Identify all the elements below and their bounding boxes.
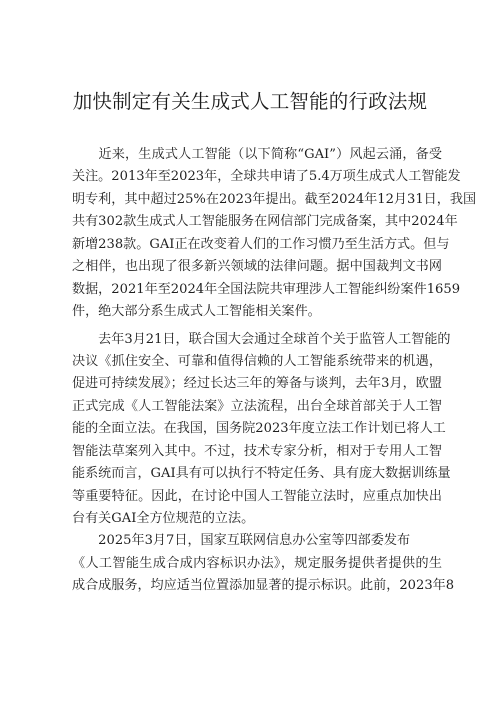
text-line: 决议《抓住安全、可靠和值得信赖的人工智能系统带来的机遇，	[72, 353, 442, 369]
text-line: 去年3月21日，联合国大会通过全球首个关于监管人工智能的	[72, 331, 451, 347]
paragraph-1	[72, 144, 477, 324]
text-line: 成合成服务，均应适当位置添加显著的提示标识。此前，2023年8	[72, 578, 455, 594]
document-body	[72, 144, 477, 598]
text-line: 正式完成《人工智能法案》立法流程，出台全球首部关于人工智	[72, 398, 442, 414]
text-line: 等重要特征。因此，在讨论中国人工智能立法时，应重点加快出	[72, 488, 442, 504]
text-line: 数据，2021年至2024年全国法院共审理涉人工智能纠纷案件1659	[72, 281, 461, 297]
text-line: 台有关GAI全方位规范的立法。	[72, 511, 255, 526]
text-line: 近来，生成式人工智能（以下简称“GAI”）风起云涌，备受	[72, 147, 442, 162]
text-line: 能的全面立法。在我国，国务院2023年度立法工作计划已将人工	[72, 421, 446, 437]
text-line: 智能法草案列入其中。不过，技术专家分析，相对于专用人工智	[72, 443, 442, 459]
text-line: 促进可持续发展》；经过长达三年的筹备与谈判，去年3月，欧盟	[72, 376, 442, 392]
text-line: 新增238款。GAI正在改变着人们的工作习惯乃至生活方式。但与	[72, 236, 450, 252]
paragraph-2	[72, 329, 451, 531]
text-line: 件，绝大部分系生成式人工智能相关案件。	[72, 304, 321, 320]
text-line: 能系统而言，GAI具有可以执行不特定任务、具有庞大数据训练量	[72, 466, 451, 482]
paragraph-3	[72, 530, 455, 597]
text-line: 共有302款生成式人工智能服务在网信部门完成备案，其中2024年	[72, 214, 458, 230]
text-line: 关注。2013年至2023年，全球共申请了5.4万项生成式人工智能发	[72, 169, 461, 185]
document-title: 加快制定有关生成式人工智能的行政法规	[72, 90, 428, 113]
text-line: 《人工智能生成合成内容标识办法》，规定服务提供者提供的生	[72, 555, 442, 571]
text-line: 2025年3月7日，国家互联网信息办公室等四部委发布	[72, 533, 411, 549]
text-line: 明专利，其中超过25%在2023年提出。截至2024年12月31日，我国	[72, 191, 477, 207]
text-line: 之相伴，也出现了很多新兴领域的法律问题。据中国裁判文书网	[72, 259, 442, 275]
